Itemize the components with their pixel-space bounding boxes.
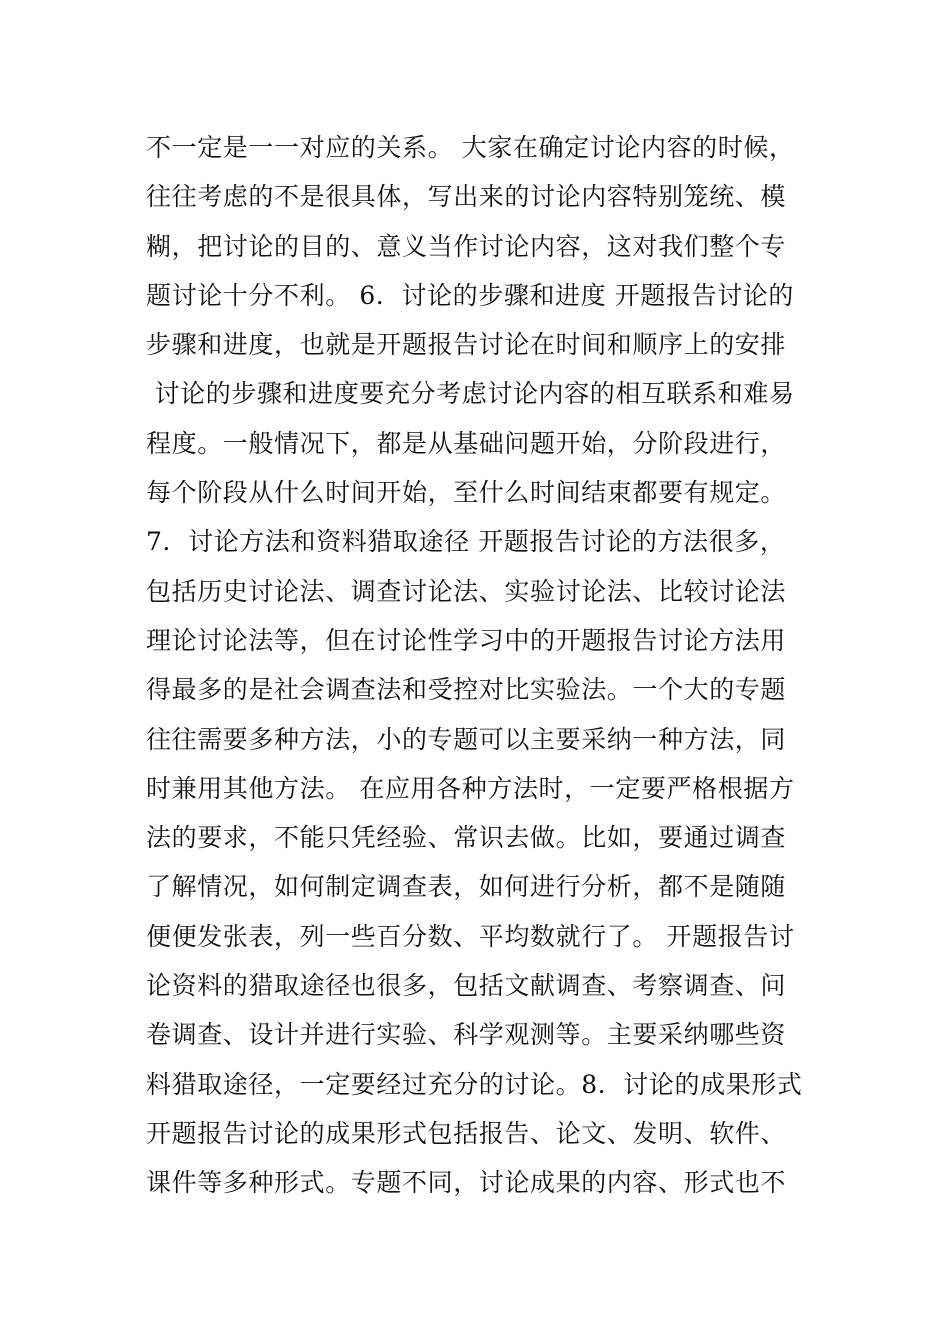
text-line: 便便发张表，列一些百分数、平均数就行了。 开题报告讨	[146, 921, 795, 951]
text-line: 往往考虑的不是很具体，写出来的讨论内容特别笼统、模	[146, 182, 787, 212]
text-line: 课件等多种形式。专题不同，讨论成果的内容、形式也不	[146, 1168, 787, 1198]
text-line: 每个阶段从什么时间开始，至什么时间结束都要有规定。	[146, 478, 787, 508]
text-line: 得最多的是社会调查法和受控对比实验法。一个大的专题	[146, 675, 787, 705]
text-line: 糊，把讨论的目的、意义当作讨论内容，这对我们整个专	[146, 231, 787, 261]
text-line: 法的要求，不能只凭经验、常识去做。比如，要通过调查	[146, 823, 787, 853]
body-text	[146, 128, 826, 1213]
text-line: 理论讨论法等，但在讨论性学习中的开题报告讨论方法用	[146, 625, 787, 655]
text-line: 包括历史讨论法、调查讨论法、实验讨论法、比较讨论法	[146, 576, 787, 606]
text-line: 时兼用其他方法。 在应用各种方法时，一定要严格根据方	[146, 773, 795, 803]
text-line: 讨论的步骤和进度要充分考虑讨论内容的相互联系和难易	[146, 379, 795, 409]
text-line: 不一定是一一对应的关系。 大家在确定讨论内容的时候，	[146, 133, 795, 162]
text-line: 程度。一般情况下，都是从基础问题开始，分阶段进行，	[146, 428, 787, 458]
text-line: 步骤和进度，也就是开题报告讨论在时间和顺序上的安排	[146, 330, 787, 360]
text-line: 开题报告讨论的成果形式包括报告、论文、发明、软件、	[146, 1118, 787, 1148]
text-line: 往往需要多种方法，小的专题可以主要采纳一种方法，同	[146, 724, 787, 754]
text-line: 7．讨论方法和资料猎取途径 开题报告讨论的方法很多，	[146, 527, 786, 557]
text-line: 题讨论十分不利。 6．讨论的步骤和进度 开题报告讨论的	[146, 280, 795, 310]
text-line: 了解情况，如何制定调查表，如何进行分析，都不是随随	[146, 872, 787, 902]
text-line: 论资料的猎取途径也很多，包括文献调查、考察调查、问	[146, 971, 787, 1001]
text-line: 料猎取途径，一定要经过充分的讨论。8．讨论的成果形式	[146, 1069, 803, 1099]
text-line: 卷调查、设计并进行实验、科学观测等。主要采纳哪些资	[146, 1020, 787, 1050]
